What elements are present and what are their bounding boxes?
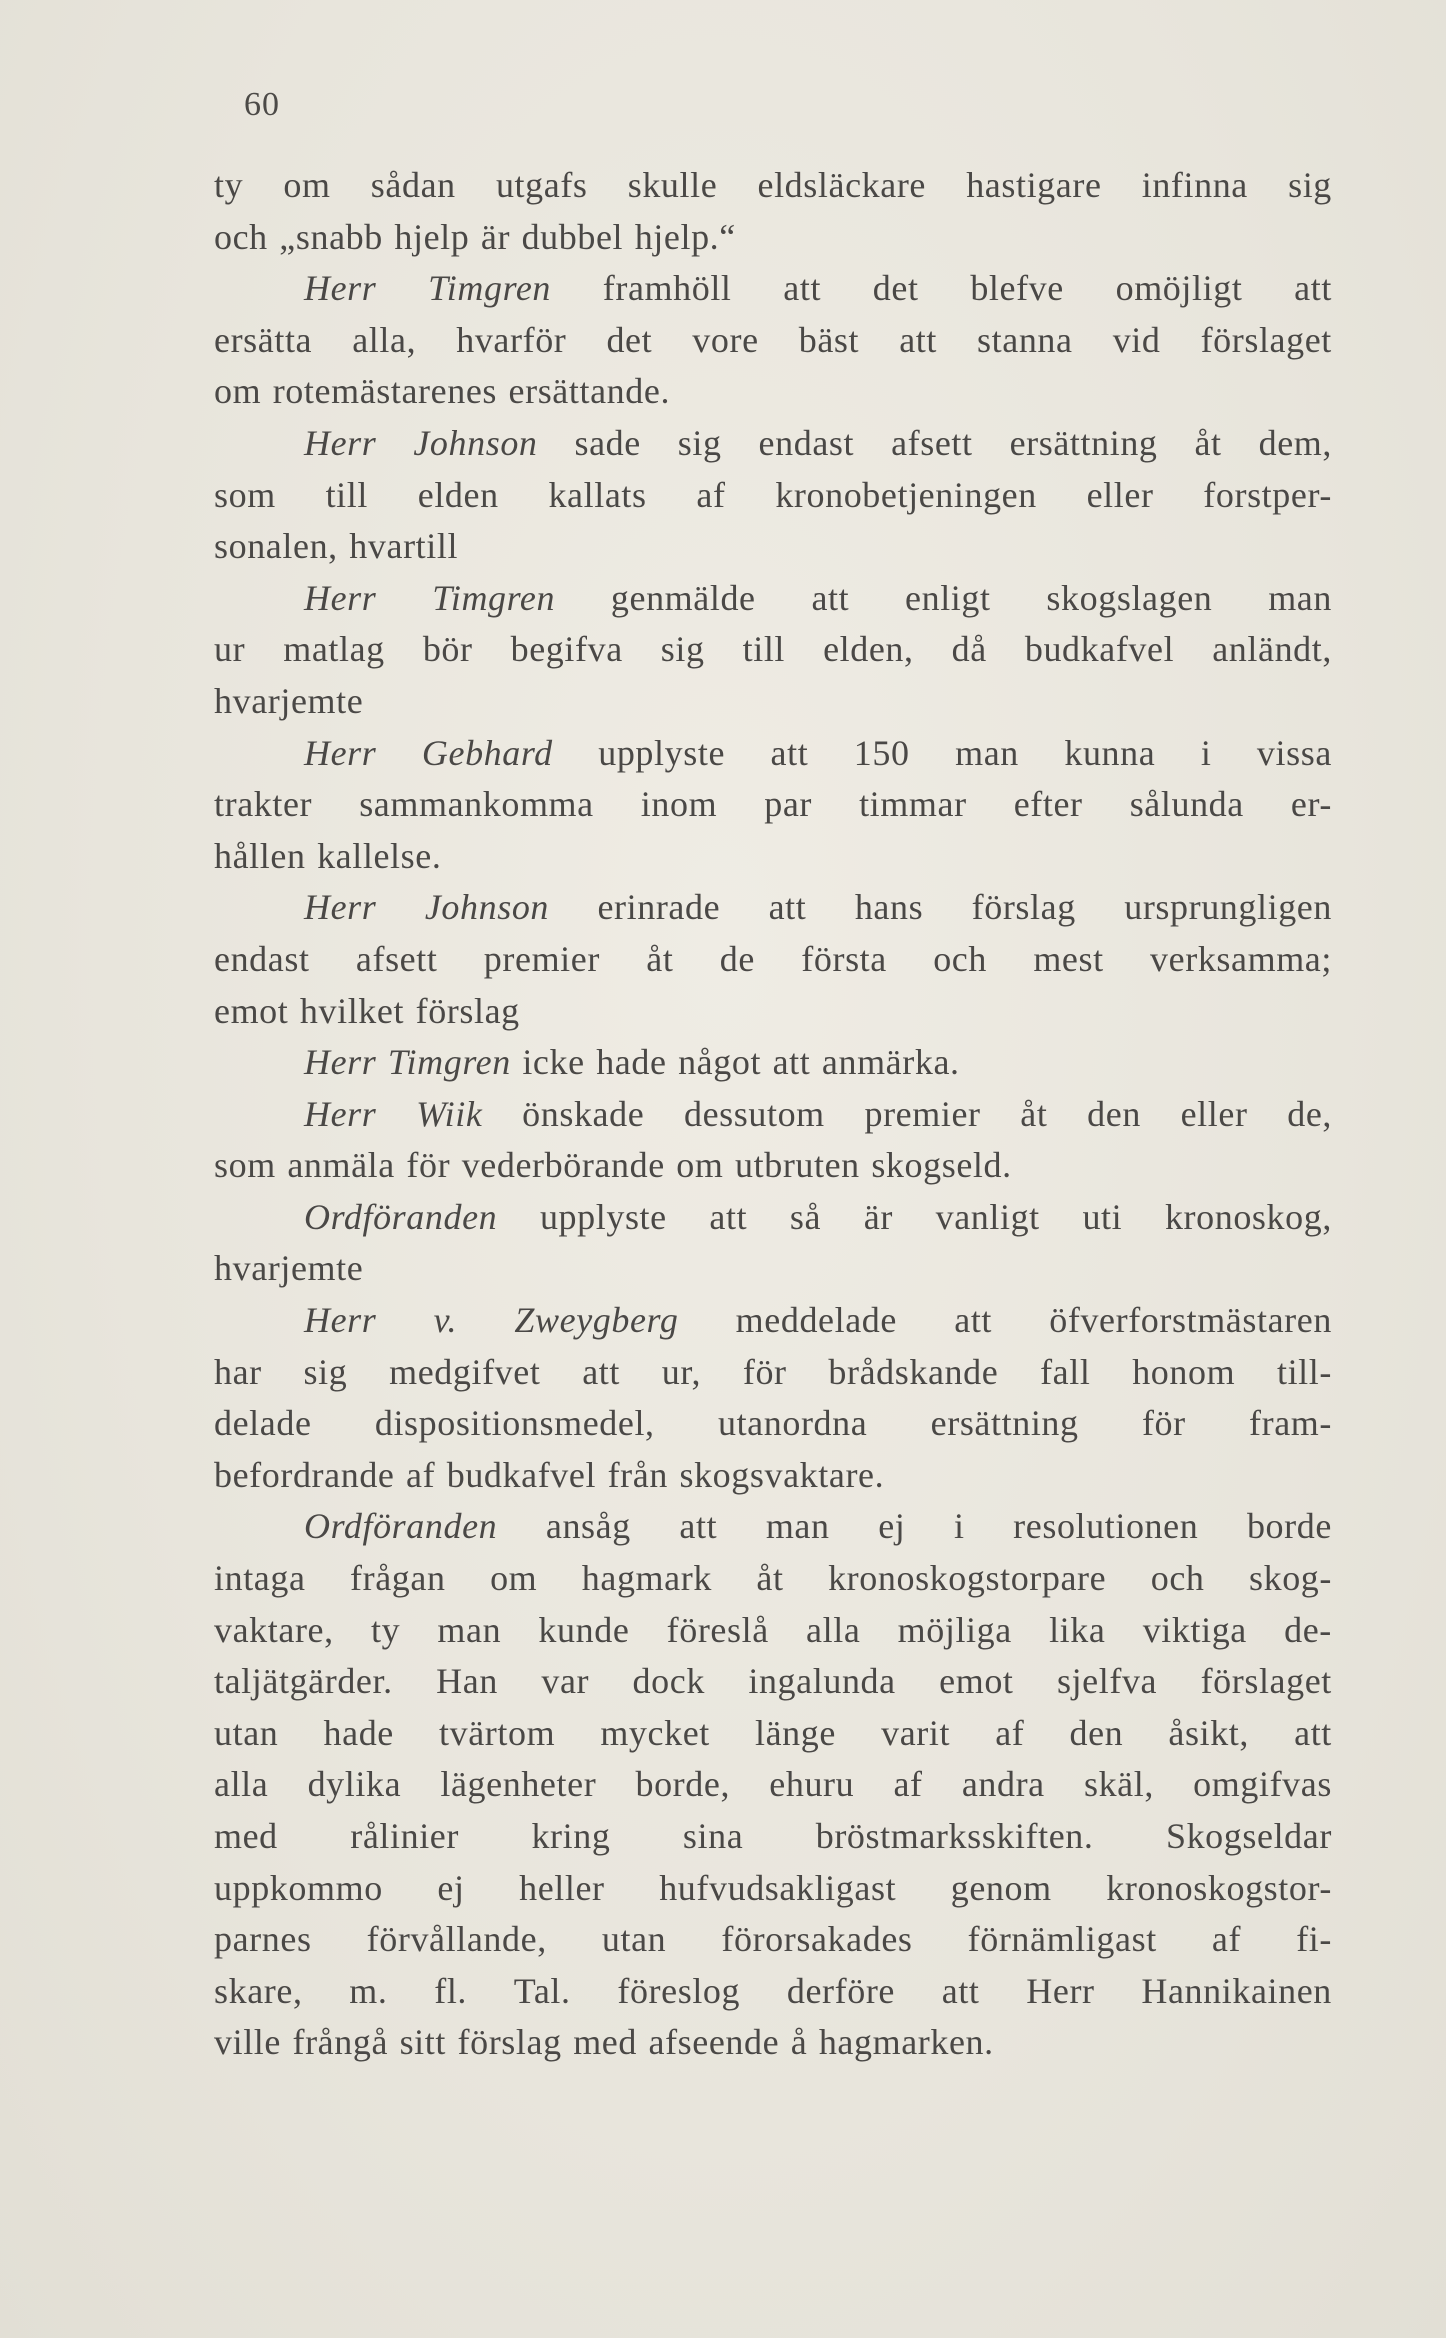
word: åt: [1020, 1093, 1048, 1134]
word: afseende: [648, 2022, 780, 2063]
text-line: [214, 160, 1332, 212]
word: förslag: [415, 990, 520, 1031]
word: Han: [436, 1661, 498, 1702]
word: sitt: [399, 2022, 446, 2063]
word: åt: [1194, 422, 1222, 463]
paragraph-first-line: [214, 1295, 1332, 1347]
word: Hannikainen: [1141, 1970, 1332, 2011]
word: endast: [214, 938, 310, 979]
word: skare,: [214, 1970, 303, 2011]
text-line: [214, 521, 1332, 573]
word: eller: [1180, 1093, 1248, 1134]
word: vanligt: [935, 1196, 1040, 1237]
word: vissa: [1256, 732, 1332, 773]
word: vederbörande: [461, 1145, 665, 1186]
body-text: [214, 160, 1332, 2069]
paragraph-first-line: [214, 882, 1332, 934]
text-line: [214, 1243, 1332, 1295]
word: att: [770, 732, 809, 773]
word: af: [1211, 1919, 1242, 1960]
word: ej: [437, 1867, 465, 1908]
word: uti: [1082, 1196, 1123, 1237]
word: skulle: [627, 165, 718, 205]
word: brådskande: [828, 1351, 999, 1392]
text-line: [214, 470, 1332, 522]
word: emot: [939, 1661, 1014, 1702]
word: honom: [1132, 1351, 1236, 1392]
word: har: [214, 1351, 262, 1392]
speaker-name-word: Johnson: [413, 422, 538, 463]
paragraph-first-line: [214, 1089, 1332, 1141]
paragraph-first-line: [214, 573, 1332, 625]
word: det: [606, 319, 653, 360]
word: att: [954, 1300, 993, 1341]
word: till: [325, 474, 368, 515]
word: att: [811, 577, 850, 618]
word: utanordna: [717, 1403, 868, 1444]
word: Skogseldar: [1165, 1816, 1332, 1856]
speaker-name-word: Herr: [304, 1042, 377, 1083]
word: hjelp: [394, 216, 470, 257]
word: hade: [323, 1712, 394, 1753]
word: att: [679, 1506, 718, 1547]
word: förslaget: [1200, 1661, 1332, 1702]
paragraph-first-line: [214, 728, 1332, 780]
word: länge: [755, 1712, 836, 1753]
word: åsikt,: [1168, 1712, 1249, 1753]
word: att: [772, 1042, 811, 1083]
text-line: [214, 1450, 1332, 1502]
word: bäst: [798, 319, 860, 360]
word: med: [214, 1816, 278, 1856]
word: Herr: [1026, 1970, 1095, 2011]
word: efter: [1013, 784, 1083, 825]
text-line: [214, 1140, 1332, 1192]
speaker-name-word: Herr: [304, 268, 377, 309]
word: framhöll: [602, 268, 732, 309]
word: af: [995, 1712, 1025, 1753]
word: fi-: [1296, 1919, 1332, 1960]
word: af: [406, 1454, 436, 1495]
word: hastigare: [966, 165, 1102, 205]
word: ty: [370, 1609, 401, 1650]
word: för: [1141, 1403, 1186, 1444]
word: alla,: [352, 319, 417, 360]
word: hvartill: [349, 526, 459, 567]
word: dessutom: [683, 1093, 825, 1134]
word: derföre: [786, 1970, 895, 2011]
word: möjliga: [897, 1609, 1012, 1650]
word: sådan: [370, 165, 456, 205]
word: förslag: [457, 2022, 562, 2063]
word: i: [953, 1506, 965, 1547]
word: det: [872, 268, 919, 309]
word: man: [1268, 577, 1332, 618]
text-line: [214, 986, 1332, 1038]
text-line: [214, 1605, 1332, 1657]
word: emot: [214, 990, 289, 1031]
word: som: [214, 1145, 276, 1186]
word: vid: [1112, 319, 1161, 360]
word: utgafs: [495, 165, 588, 205]
word: vore: [692, 319, 759, 360]
paragraph-first-line: [214, 1501, 1332, 1553]
word: förslag: [971, 887, 1076, 928]
word: meddelade: [735, 1300, 897, 1341]
word: sammankomma: [359, 784, 594, 825]
word: 150: [853, 732, 910, 773]
word: ersättning: [1009, 422, 1158, 463]
word: befordrande: [214, 1454, 395, 1495]
speaker-name-word: Herr: [304, 422, 377, 463]
word: frångå: [292, 2022, 389, 2063]
paragraph-first-line: [214, 1192, 1332, 1244]
word: elden,: [823, 629, 914, 670]
word: önskade: [522, 1093, 645, 1134]
text-line: [214, 2017, 1332, 2069]
word: dylika: [307, 1764, 402, 1805]
word: åt: [646, 938, 674, 979]
speaker-name-word: Zweygberg: [514, 1300, 679, 1341]
word: skäl,: [1083, 1764, 1154, 1805]
word: frågan: [350, 1558, 446, 1599]
word: ville: [214, 2022, 281, 2063]
word: viktiga: [1142, 1609, 1247, 1650]
word: alla: [806, 1609, 861, 1650]
word: forstper-: [1203, 474, 1332, 515]
word: ansåg: [545, 1506, 631, 1547]
word: utan: [214, 1712, 279, 1753]
word: omgifvas: [1193, 1764, 1332, 1805]
word: ingalunda: [748, 1661, 896, 1702]
word: dispositionsmedel,: [374, 1403, 655, 1444]
word: var: [541, 1661, 590, 1702]
word: alla: [214, 1764, 269, 1805]
word: förnämligast: [967, 1919, 1157, 1960]
word: är: [480, 216, 511, 257]
word: föreslog: [617, 1970, 741, 2011]
word: hagmark: [581, 1558, 712, 1599]
word: hvarjemte: [214, 680, 364, 721]
word: vaktare,: [214, 1609, 334, 1650]
word: af: [893, 1764, 923, 1805]
word: kronoskogstorpare: [828, 1558, 1107, 1599]
word: för: [742, 1351, 787, 1392]
word: delade: [214, 1403, 312, 1444]
word: i: [1200, 732, 1212, 773]
word: „snabb: [279, 216, 383, 257]
paragraph-first-line: [214, 1037, 1332, 1089]
word: man: [437, 1609, 502, 1650]
word: borde,: [635, 1764, 731, 1805]
word: erinrade: [597, 887, 721, 928]
word: tvärtom: [439, 1712, 556, 1753]
word: hvarjemte: [214, 1248, 364, 1289]
page-number: 60: [244, 86, 280, 123]
word: första: [801, 938, 887, 979]
word: varit: [881, 1712, 951, 1753]
word: par: [764, 784, 813, 825]
word: ur: [214, 629, 246, 670]
speaker-name-word: Herr: [304, 1300, 377, 1341]
word: något: [678, 1042, 762, 1083]
word: premier: [483, 938, 600, 979]
word: ersättande.: [508, 371, 671, 412]
word: taljätgärder.: [214, 1661, 393, 1702]
word: sålunda: [1129, 784, 1244, 825]
word: resolutionen: [1013, 1506, 1199, 1547]
word: kronoskogstor-: [1106, 1867, 1332, 1908]
text-line: [214, 779, 1332, 831]
word: icke: [522, 1042, 585, 1083]
word: att: [1294, 268, 1332, 309]
word: rotemästarenes: [272, 371, 498, 412]
word: till-: [1276, 1351, 1332, 1392]
speaker-name-word: Gebhard: [421, 732, 553, 773]
word: ursprungligen: [1124, 887, 1332, 928]
word: skogsvaktare.: [679, 1454, 885, 1495]
word: medgifvet: [389, 1351, 541, 1392]
word: kronobetjeningen: [775, 474, 1037, 515]
word: elden: [417, 474, 499, 515]
word: hvarför: [456, 319, 567, 360]
word: fram-: [1249, 1403, 1332, 1444]
text-line: [214, 934, 1332, 986]
word: att: [768, 887, 807, 928]
word: bröstmarksskiften.: [815, 1816, 1094, 1856]
word: ehuru: [769, 1764, 855, 1805]
word: förvållande,: [366, 1919, 547, 1960]
word: trakter: [214, 784, 313, 825]
text-line: [214, 315, 1332, 367]
word: dock: [632, 1661, 705, 1702]
word: fall: [1040, 1351, 1091, 1392]
word: anmärka.: [821, 1042, 960, 1083]
speaker-name-word: Ordföranden: [304, 1196, 498, 1237]
speaker-name-word: Timgren: [432, 577, 556, 618]
word: genom: [950, 1867, 1052, 1908]
word: af: [696, 474, 726, 515]
word: att: [709, 1196, 748, 1237]
word: matlag: [283, 629, 385, 670]
word: mycket: [600, 1712, 710, 1753]
word: bör: [422, 629, 473, 670]
word: omöjligt: [1115, 268, 1243, 309]
speaker-name-word: Ordföranden: [304, 1506, 498, 1547]
text-line: [214, 366, 1332, 418]
word: dem,: [1258, 422, 1332, 463]
word: kunna: [1064, 732, 1156, 773]
word: att: [783, 268, 822, 309]
word: utbruten: [735, 1145, 860, 1186]
word: hållen: [214, 835, 306, 876]
word: ty: [214, 165, 244, 205]
word: lägenheter: [440, 1764, 597, 1805]
speaker-name-word: Wiik: [416, 1093, 483, 1134]
word: och: [1150, 1558, 1205, 1599]
word: om: [676, 1145, 724, 1186]
word: m.: [349, 1970, 388, 2011]
speaker-name-word: Timgren: [428, 268, 552, 309]
paragraph-first-line: [214, 263, 1332, 315]
word: eller: [1086, 474, 1154, 515]
word: att: [941, 1970, 980, 2011]
word: rålinier: [350, 1816, 459, 1856]
text-line: [214, 1759, 1332, 1811]
word: kronoskog,: [1164, 1196, 1332, 1237]
word: intaga: [214, 1558, 306, 1599]
word: åt: [756, 1558, 784, 1599]
word: att: [1294, 1712, 1332, 1753]
text-line: [214, 212, 1332, 264]
word: till: [742, 629, 786, 670]
word: upplyste: [598, 732, 726, 773]
word: ersätta: [214, 319, 313, 360]
text-line: [214, 1863, 1332, 1915]
word: föreslå: [666, 1609, 769, 1650]
text-line: [214, 1966, 1332, 2018]
text-line: [214, 1811, 1332, 1863]
word: sig: [660, 629, 705, 670]
word: med: [573, 2022, 637, 2063]
word: enligt: [905, 577, 991, 618]
word: öfverforstmästaren: [1049, 1300, 1332, 1341]
word: den: [1069, 1712, 1124, 1753]
word: de-: [1284, 1609, 1332, 1650]
word: hufvudsakligast: [659, 1867, 897, 1908]
text-line: [214, 1708, 1332, 1760]
word: skogseld.: [871, 1145, 1012, 1186]
word: premier: [864, 1093, 981, 1134]
word: ersättning: [930, 1403, 1079, 1444]
word: mest: [1033, 938, 1104, 979]
word: man: [955, 732, 1019, 773]
word: ej: [878, 1506, 906, 1547]
word: afsett: [891, 422, 973, 463]
word: sonalen,: [214, 526, 338, 567]
speaker-name-word: Herr: [304, 732, 377, 773]
word: å: [790, 2022, 808, 2063]
word: borde: [1246, 1506, 1332, 1547]
word: och: [933, 938, 987, 979]
word: skogslagen: [1046, 577, 1213, 618]
word: kunde: [538, 1609, 630, 1650]
word: inom: [640, 784, 718, 825]
word: sig: [1288, 165, 1332, 205]
text-line: [214, 1398, 1332, 1450]
speaker-name-word: Herr: [304, 577, 377, 618]
word: anländt,: [1212, 629, 1332, 670]
word: lika: [1049, 1609, 1106, 1650]
text-line: [214, 1347, 1332, 1399]
word: sig: [303, 1351, 348, 1392]
word: och: [214, 216, 268, 257]
word: är: [863, 1196, 893, 1237]
speaker-name-word: Herr: [304, 1093, 377, 1134]
word: kring: [531, 1816, 611, 1856]
word: så: [789, 1196, 822, 1237]
word: budkafvel: [1024, 629, 1175, 670]
word: hvilket: [299, 990, 405, 1031]
word: genmälde: [610, 577, 756, 618]
word: blefve: [970, 268, 1064, 309]
word: fl.: [434, 1970, 468, 2011]
word: sig: [677, 422, 722, 463]
text-line: [214, 1553, 1332, 1605]
word: upplyste: [539, 1196, 667, 1237]
speaker-name-word: v.: [433, 1300, 458, 1341]
paragraph-first-line: [214, 418, 1332, 470]
word: afsett: [355, 938, 438, 979]
speaker-name-word: Timgren: [387, 1042, 511, 1083]
word: eldsläckare: [757, 165, 926, 205]
word: förslaget: [1200, 319, 1332, 360]
word: andra: [961, 1764, 1045, 1805]
word: att: [899, 319, 937, 360]
word: hjelp.“: [634, 216, 736, 257]
word: hagmarken.: [818, 2022, 994, 2063]
speaker-name-word: Herr: [304, 887, 377, 928]
word: om: [283, 165, 331, 205]
word: de,: [1287, 1093, 1332, 1134]
word: om: [214, 371, 262, 412]
text-line: [214, 676, 1332, 728]
word: er-: [1290, 784, 1332, 825]
word: om: [490, 1558, 538, 1599]
word: de: [719, 938, 755, 979]
word: begifva: [510, 629, 623, 670]
speaker-name-word: Johnson: [424, 887, 550, 928]
word: sade: [574, 422, 641, 463]
word: verksamma;: [1150, 938, 1332, 979]
word: utan: [601, 1919, 667, 1960]
word: timmar: [859, 784, 967, 825]
word: skog-: [1248, 1558, 1332, 1599]
word: den: [1087, 1093, 1141, 1134]
word: endast: [758, 422, 855, 463]
word: hans: [854, 887, 924, 928]
text-line: [214, 624, 1332, 676]
word: kallats: [548, 474, 647, 515]
word: från: [607, 1454, 668, 1495]
word: dubbel: [521, 216, 624, 257]
word: som: [214, 474, 276, 515]
word: då: [951, 629, 987, 670]
word: budkafvel: [446, 1454, 597, 1495]
text-line: [214, 1914, 1332, 1966]
word: hade: [596, 1042, 667, 1083]
word: heller: [519, 1867, 605, 1908]
word: ur,: [661, 1351, 702, 1392]
word: man: [765, 1506, 830, 1547]
word: anmäla: [287, 1145, 395, 1186]
word: kallelse.: [317, 835, 442, 876]
word: sjelfva: [1056, 1661, 1158, 1702]
text-line: [214, 1656, 1332, 1708]
word: parnes: [214, 1919, 312, 1960]
word: Tal.: [513, 1970, 571, 2011]
word: stanna: [977, 319, 1073, 360]
word: förorsakades: [721, 1919, 913, 1960]
word: för: [406, 1145, 451, 1186]
text-line: [214, 831, 1332, 883]
word: infinna: [1141, 165, 1248, 205]
word: uppkommo: [214, 1867, 383, 1908]
word: att: [582, 1351, 620, 1392]
word: sina: [682, 1816, 744, 1856]
